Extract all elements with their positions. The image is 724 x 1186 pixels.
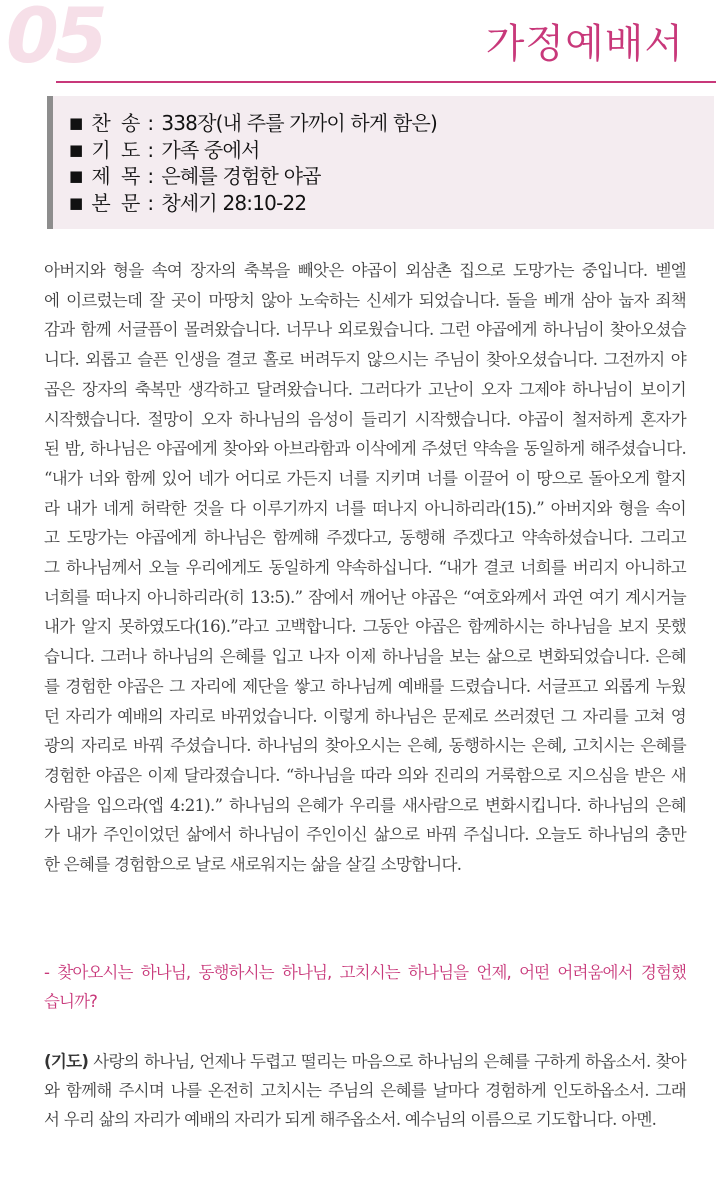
square-bullet-icon: ■: [69, 167, 83, 185]
body-line: 에 이르렀는데 잘 곳이 마땅치 않아 노숙하는 신세가 되었습니다. 돌을 베개 삼아 눕자 죄책: [44, 290, 686, 310]
sermon-body: [44, 256, 686, 880]
prayer-label: (기도): [44, 1052, 89, 1071]
body-line: 너희를 떠나지 아니하리라(히 13:5).” 잠에서 깨어난 야곱은 “여호와께서 과연 여기 계시거늘: [44, 587, 686, 607]
info-colon: :: [147, 164, 154, 188]
square-bullet-icon: ■: [69, 193, 83, 212]
info-value: 가족 중에서: [161, 137, 260, 162]
prayer-text: 사랑의 하나님, 언제나 두렵고 떨리는 마음으로 하나님의 은혜를 구하게 하옵소서. 찾아: [88, 1052, 686, 1071]
question-line: 습니까?: [44, 992, 97, 1011]
body-line: 던 자리가 예배의 자리로 바뀌었습니다. 이렇게 하나님은 문제로 쓰러졌던 그 자리를 고쳐 영: [44, 706, 686, 726]
body-line: “내가 너와 함께 있어 네가 어디로 가든지 너를 지키며 너를 이끌어 이 땅으로 돌아오게 할지: [44, 468, 686, 488]
body-line: 가 내가 주인이었던 삶에서 하나님이 주인이신 삶으로 바꿔 주십니다. 오늘도 하나님의 충만: [44, 825, 686, 845]
body-line: 시작했습니다. 절망이 오자 하나님의 음성이 들리기 시작했습니다. 야곱이 철저하게 혼자가: [44, 409, 686, 429]
info-label: 기 도: [91, 137, 143, 162]
info-value: 338장(내 주를 가까이 하게 함은): [161, 111, 438, 135]
info-colon: :: [147, 190, 154, 215]
info-colon: :: [147, 111, 154, 135]
info-row-scripture: [69, 190, 714, 217]
body-line: 사람을 입으라(엡 4:21).” 하나님의 은혜가 우리를 새사람으로 변화시킵니다. 하나님의 은혜: [44, 795, 686, 815]
square-bullet-icon: ■: [69, 114, 83, 132]
body-line: 내가 알지 못하였도다(16).”라고 고백합니다. 그동안 야곱은 함께하시는 하나님을 보지 못했: [44, 617, 686, 637]
body-line: 를 경험한 야곱은 그 자리에 제단을 쌓고 하나님께 예배를 드렸습니다. 서글프고 외롭게 누웠: [44, 676, 686, 696]
body-line: 한 은혜를 경험함으로 날로 새로워지는 삶을 살길 소망합니다.: [44, 855, 462, 875]
info-row-hymn: [69, 110, 714, 137]
body-line: 니다. 외롭고 슬픈 인생을 결코 홀로 버려두지 않으시는 주님이 찾아오셨습니다. 그전까지 야: [44, 350, 686, 370]
question-line: - 찾아오시는 하나님, 동행하시는 하나님, 고치시는 하나님을 언제, 어떤 어려움에서 경험했: [44, 963, 686, 982]
square-bullet-icon: ■: [69, 140, 83, 159]
closing-prayer: [44, 1047, 686, 1134]
page-number: 05: [6, 0, 104, 80]
info-label: 제 목: [91, 164, 143, 188]
body-line: 고 도망가는 야곱에게 하나님은 함께해 주겠다고, 동행해 주겠다고 약속하셨습니다. 그리고: [44, 528, 686, 548]
title-divider: [56, 81, 716, 83]
info-colon: :: [147, 137, 154, 162]
body-line: 곱은 장자의 축복만 생각하고 달려왔습니다. 그러다가 고난이 오자 그제야 하나님이 보이기: [44, 379, 686, 399]
worship-info-box: [47, 96, 714, 229]
prayer-line: 와 함께해 주시며 나를 온전히 고치시는 주님의 은혜를 날마다 경험하게 인도하옵소서. 그래: [44, 1081, 686, 1100]
body-line: 아버지와 형을 속여 장자의 축복을 빼앗은 야곱이 외삼촌 집으로 도망가는 중입니다. 벧엘: [44, 261, 686, 280]
body-line: 습니다. 그러나 하나님의 은혜를 입고 나자 이제 하나님을 보는 삶으로 변화되었습니다. 은혜: [44, 647, 686, 667]
body-line: 감과 함께 서글픔이 몰려왔습니다. 너무나 외로웠습니다. 그런 야곱에게 하나님이 찾아오셨습: [44, 320, 686, 340]
info-row-title: [69, 163, 714, 190]
body-line: 경험한 야곱은 이제 달라졌습니다. “하나님을 따라 의와 진리의 거룩함으로 지으심을 받은 새: [44, 765, 686, 785]
reflection-question: [44, 958, 686, 1016]
section-title: 가정예배서: [485, 21, 684, 67]
body-line: 라 내가 네게 허락한 것을 다 이루기까지 너를 떠나지 아니하리라(15).” 아버지와 형을 속이: [44, 498, 686, 518]
info-value: 은혜를 경험한 야곱: [161, 164, 321, 188]
info-label: 찬 송: [91, 111, 143, 135]
info-row-prayer: [69, 137, 714, 164]
body-line: 된 밤, 하나님은 야곱에게 찾아와 아브라함과 이삭에게 주셨던 약속을 동일하게 해주셨습니다.: [44, 439, 686, 459]
info-value: 창세기 28:10-22: [161, 190, 307, 215]
body-line: 그 하나님께서 오늘 우리에게도 동일하게 약속하십니다. “내가 결코 너희를 버리지 아니하고: [44, 558, 686, 578]
body-line: 광의 자리로 바꿔 주셨습니다. 하나님의 찾아오시는 은혜, 동행하시는 은혜, 고치시는 은혜를: [44, 736, 686, 756]
prayer-line: [44, 1047, 686, 1076]
prayer-line: 서 우리 삶의 자리가 예배의 자리가 되게 해주옵소서. 예수님의 이름으로 기도합니다. 아멘.: [44, 1110, 657, 1129]
info-label: 본 문: [91, 190, 143, 215]
